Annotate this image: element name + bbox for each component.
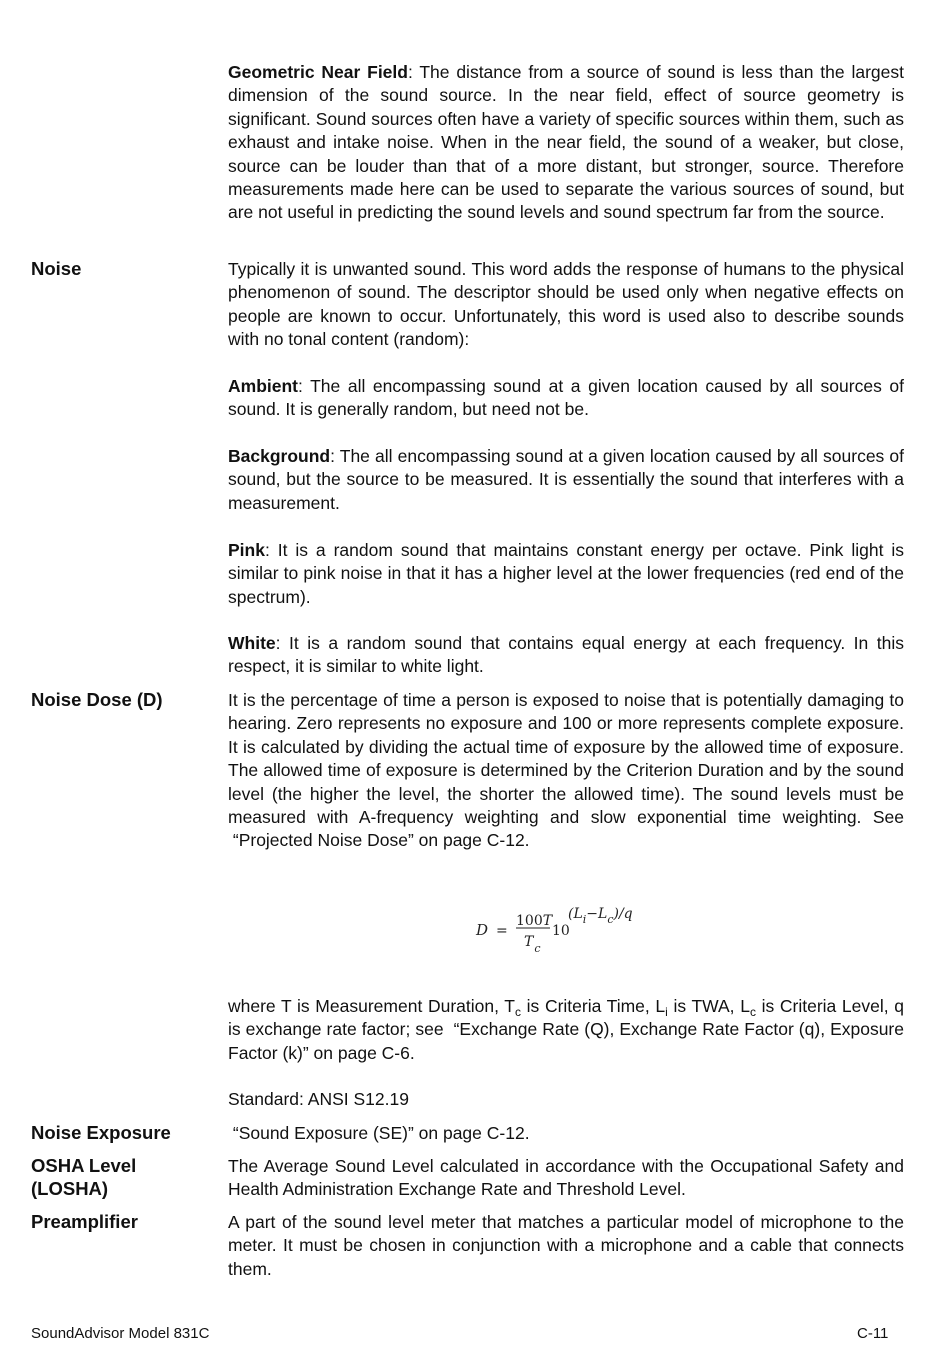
term-noise: Noise xyxy=(31,258,82,279)
noise-dose-formula xyxy=(470,898,670,960)
formula-denominator: $T_c$ xyxy=(524,934,541,955)
footer-product-name: SoundAdvisor Model 831C xyxy=(31,1325,210,1342)
term-osha-level: OSHA Level (LOSHA) xyxy=(31,1155,137,1199)
term-preamplifier: Preamplifier xyxy=(31,1211,138,1232)
term-noise-dose: Noise Dose (D) xyxy=(31,689,163,710)
preamplifier-definition: A part of the sound level meter that matches a particular model of microphone to the meter. It must be chosen in conjunction with a microphone and a cable that connects them. xyxy=(228,1212,904,1279)
formula-where-clause: where T is Measurement Duration, $T_c$ is Criteria Time, $L_i$ is TWA, $L_c$ is Criteria Level, q is exchange rate factor; see “Exchange Rate (Q), Exchange Rate Factor (q), Exposure Factor (k)” on page C-6. xyxy=(228,996,905,1063)
formula-equals: = xyxy=(496,923,508,939)
background-term: Background xyxy=(228,446,331,466)
noise-ambient-definition xyxy=(228,375,904,422)
noise-definition: Typically it is unwanted sound. This word adds the response of humans to the physical phenomenon of sound. The descriptor should be used only when negative effects on people are known to occur. Unfortunately, this word is used also to describe sounds with no tonal content (random): xyxy=(228,259,904,350)
ambient-term: Ambient xyxy=(228,376,298,396)
white-term: White xyxy=(228,633,276,653)
near-field-definition xyxy=(228,61,904,225)
noise-exposure-definition: “Sound Exposure (SE)” on page C-12. xyxy=(228,1123,530,1143)
term-noise-exposure: Noise Exposure xyxy=(31,1122,171,1143)
near-field-text: : The distance from a source of sound is less than the largest dimension of the sound source. In the near field, effect of source geometry is significant. Sound sources often have a variety of specific sources within them, such as exhaust and intake noise. When in the near field, the sound of a weaker, but close, source can be louder than that of a more distant, but stronger, source. Therefore measurements made here can be used to separate the various sources of sound, but are not useful in predicting the sound levels and sound spectrum far from the source. xyxy=(228,62,904,223)
formula-lhs: D xyxy=(476,921,489,939)
noise-dose-definition: It is the percentage of time a person is exposed to noise that is potentially damaging to hearing. Zero represents no exposure and 100 or more represents complete exposure. It is calculated by dividing the actual time of exposure by the allowed time of exposure. The allowed time of exposure is determined by the Criterion Duration and by the sound level (the higher the level, the shorter the allowed time). The sound levels must be measured with A-frequency weighting and slow exponential time weighting. See “Projected Noise Dose” on page C-12. xyxy=(228,690,904,851)
footer-page-number: C-11 xyxy=(857,1325,889,1342)
osha-level-definition: The Average Sound Level calculated in accordance with the Occupational Safety and Health Administration Exchange Rate and Threshold Level. xyxy=(228,1156,904,1200)
formula-exponent: $(L_i-L_c)/q$ xyxy=(568,906,633,926)
background-text: : The all encompassing sound at a given location caused by all sources of sound, but the source to be measured. It is essentially the sound that interferes with a measurement. xyxy=(228,446,904,513)
formula-numerator: 100T xyxy=(516,913,553,929)
pink-text: : It is a random sound that maintains constant energy per octave. Pink light is similar to pink noise in that it has a higher level at the lower frequencies (red end of the spectrum). xyxy=(228,540,904,607)
noise-pink-definition xyxy=(228,539,904,609)
noise-dose-standard: Standard: ANSI S12.19 xyxy=(228,1089,409,1109)
white-text: : It is a random sound that contains equal energy at each frequency. In this respect, it is similar to white light. xyxy=(228,633,904,677)
pink-term: Pink xyxy=(228,540,265,560)
ambient-text: : The all encompassing sound at a given location caused by all sources of sound. It is generally random, but need not be. xyxy=(228,376,904,420)
formula-base: 10 xyxy=(552,923,570,939)
near-field-term: Geometric Near Field xyxy=(228,62,408,82)
noise-white-definition xyxy=(228,632,904,679)
noise-background-definition xyxy=(228,445,904,515)
